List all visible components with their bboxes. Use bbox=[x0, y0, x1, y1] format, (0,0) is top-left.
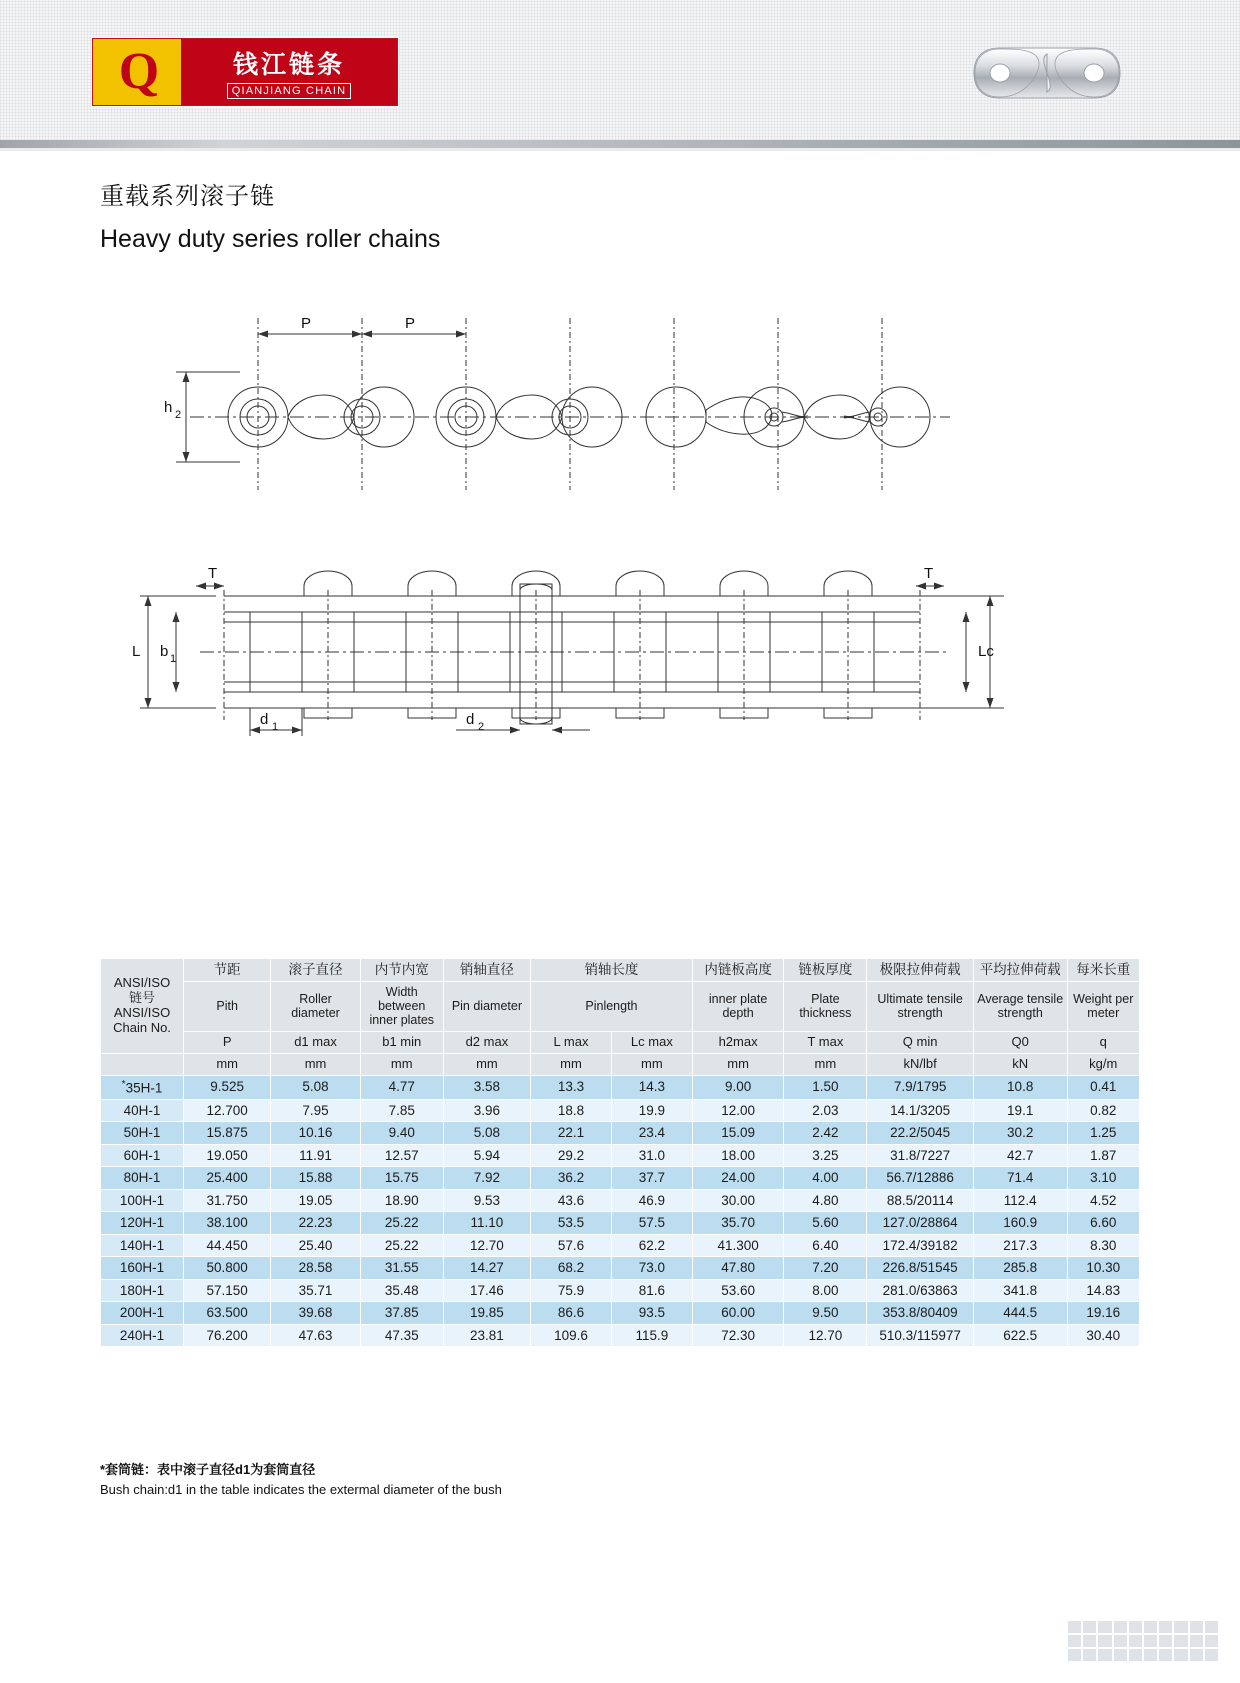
th-roller-cn: 滚子直径 bbox=[271, 959, 360, 982]
table-row bbox=[101, 1075, 1140, 1099]
cell-p: 57.150 bbox=[184, 1279, 271, 1302]
th-pitch-en: Pith bbox=[184, 981, 271, 1031]
table-row bbox=[101, 1302, 1140, 1325]
cell-w: 4.52 bbox=[1067, 1189, 1139, 1212]
cell-d1: 39.68 bbox=[271, 1302, 360, 1325]
cell-d1: 19.05 bbox=[271, 1189, 360, 1212]
table-row bbox=[101, 1144, 1140, 1167]
th-unit-weight: kg/m bbox=[1067, 1053, 1139, 1075]
cell-q: 127.0/28864 bbox=[867, 1212, 973, 1235]
label-d2-sub: 2 bbox=[478, 721, 485, 733]
cell-q0: 622.5 bbox=[973, 1324, 1067, 1347]
cell-w: 1.87 bbox=[1067, 1144, 1139, 1167]
cell-p: 25.400 bbox=[184, 1167, 271, 1190]
cell-h2: 72.30 bbox=[692, 1324, 784, 1347]
table-row bbox=[101, 1099, 1140, 1122]
label-T-left: T bbox=[208, 565, 218, 582]
cell-l: 18.8 bbox=[531, 1099, 612, 1122]
th-ultimate-cn: 极限拉伸荷载 bbox=[867, 959, 973, 982]
footnote-line-2: Bush chain:d1 in the table indicates the extermal diameter of the bush bbox=[100, 1481, 502, 1497]
th-roller-en: Roller diameter bbox=[271, 981, 360, 1031]
cell-d2: 12.70 bbox=[443, 1234, 530, 1257]
cell-q0: 19.1 bbox=[973, 1099, 1067, 1122]
cell-q: 14.1/3205 bbox=[867, 1099, 973, 1122]
cell-b1: 37.85 bbox=[360, 1302, 443, 1325]
cell-b1: 25.22 bbox=[360, 1212, 443, 1235]
table-row bbox=[101, 1189, 1140, 1212]
cell-w: 0.82 bbox=[1067, 1099, 1139, 1122]
logo-name-cn: 钱江链条 bbox=[232, 51, 345, 79]
cell-t: 4.00 bbox=[784, 1167, 867, 1190]
cell-lc: 46.9 bbox=[611, 1189, 692, 1212]
cell-lc: 73.0 bbox=[611, 1257, 692, 1280]
cell-d1: 11.91 bbox=[271, 1144, 360, 1167]
th-ultimate-en: Ultimate tensile strength bbox=[867, 981, 973, 1031]
label-pitch-1: P bbox=[300, 315, 312, 332]
cell-q0: 444.5 bbox=[973, 1302, 1067, 1325]
th-pin-len-cn: 销轴长度 bbox=[531, 959, 693, 982]
cell-d1: 10.16 bbox=[271, 1122, 360, 1145]
cell-d1: 15.88 bbox=[271, 1167, 360, 1190]
cell-t: 2.42 bbox=[784, 1122, 867, 1145]
cell-w: 6.60 bbox=[1067, 1212, 1139, 1235]
page-title-cn: 重载系列滚子链 bbox=[100, 183, 275, 210]
cell-h2: 12.00 bbox=[692, 1099, 784, 1122]
th-average-en: Average tensile strength bbox=[973, 981, 1067, 1031]
cell-h2: 41.300 bbox=[692, 1234, 784, 1257]
cell-q0: 217.3 bbox=[973, 1234, 1067, 1257]
cell-p: 19.050 bbox=[184, 1144, 271, 1167]
header-divider-light bbox=[0, 148, 1240, 151]
cell-chain-no: 50H-1 bbox=[101, 1122, 184, 1145]
cell-t: 9.50 bbox=[784, 1302, 867, 1325]
cell-l: 29.2 bbox=[531, 1144, 612, 1167]
cell-d2: 19.85 bbox=[443, 1302, 530, 1325]
th-unit-roller: mm bbox=[271, 1053, 360, 1075]
th-roller-sym: d1 max bbox=[271, 1031, 360, 1053]
cell-l: 109.6 bbox=[531, 1324, 612, 1347]
table-header-row-units bbox=[101, 1053, 1140, 1075]
cell-q0: 285.8 bbox=[973, 1257, 1067, 1280]
cell-lc: 93.5 bbox=[611, 1302, 692, 1325]
cell-t: 7.20 bbox=[784, 1257, 867, 1280]
cell-q0: 71.4 bbox=[973, 1167, 1067, 1190]
cell-chain-no: 240H-1 bbox=[101, 1324, 184, 1347]
cell-q: 281.0/63863 bbox=[867, 1279, 973, 1302]
label-d1-sub: 1 bbox=[272, 721, 279, 733]
cell-l: 57.6 bbox=[531, 1234, 612, 1257]
cell-h2: 15.09 bbox=[692, 1122, 784, 1145]
cell-h2: 9.00 bbox=[692, 1075, 784, 1099]
th-weight-en: Weight per meter bbox=[1067, 981, 1139, 1031]
chain-plan-view-drawing bbox=[120, 560, 1020, 760]
cell-q: 31.8/7227 bbox=[867, 1144, 973, 1167]
label-h2: h bbox=[164, 399, 173, 416]
cell-b1: 25.22 bbox=[360, 1234, 443, 1257]
th-pin-len-sym-l: L max bbox=[531, 1031, 612, 1053]
th-unit-pin-dia: mm bbox=[443, 1053, 530, 1075]
cell-d1: 25.40 bbox=[271, 1234, 360, 1257]
cell-h2: 47.80 bbox=[692, 1257, 784, 1280]
cell-h2: 18.00 bbox=[692, 1144, 784, 1167]
cell-b1: 18.90 bbox=[360, 1189, 443, 1212]
table-row bbox=[101, 1234, 1140, 1257]
cell-q0: 10.8 bbox=[973, 1075, 1067, 1099]
page-title bbox=[100, 176, 440, 254]
table-header-row-2 bbox=[101, 981, 1140, 1031]
cell-q: 510.3/115977 bbox=[867, 1324, 973, 1347]
table-footnote bbox=[100, 1460, 502, 1499]
cell-p: 31.750 bbox=[184, 1189, 271, 1212]
th-unit-ultimate: kN/lbf bbox=[867, 1053, 973, 1075]
th-chain-no bbox=[101, 959, 184, 1054]
cell-chain-no: 140H-1 bbox=[101, 1234, 184, 1257]
table-header-row-1 bbox=[101, 959, 1140, 982]
th-pin-dia-sym: d2 max bbox=[443, 1031, 530, 1053]
cell-chain-no: 100H-1 bbox=[101, 1189, 184, 1212]
cell-h2: 35.70 bbox=[692, 1212, 784, 1235]
cell-w: 30.40 bbox=[1067, 1324, 1139, 1347]
page-title-en: Heavy duty series roller chains bbox=[100, 225, 441, 253]
label-d2: d bbox=[466, 711, 475, 728]
cell-p: 12.700 bbox=[184, 1099, 271, 1122]
table-row bbox=[101, 1257, 1140, 1280]
cell-b1: 9.40 bbox=[360, 1122, 443, 1145]
header-divider bbox=[0, 140, 1240, 148]
th-pitch-sym: P bbox=[184, 1031, 271, 1053]
th-chain-no-l4: Chain No. bbox=[113, 1019, 171, 1035]
cell-d1: 22.23 bbox=[271, 1212, 360, 1235]
table-row bbox=[101, 1212, 1140, 1235]
cell-chain-no: 40H-1 bbox=[101, 1099, 184, 1122]
cell-chain-no: 160H-1 bbox=[101, 1257, 184, 1280]
label-pitch-2: P bbox=[404, 315, 416, 332]
cell-w: 8.30 bbox=[1067, 1234, 1139, 1257]
cell-d1: 28.58 bbox=[271, 1257, 360, 1280]
cell-d2: 5.08 bbox=[443, 1122, 530, 1145]
spec-table-body bbox=[101, 1075, 1140, 1347]
cell-q: 7.9/1795 bbox=[867, 1075, 973, 1099]
cell-d2: 17.46 bbox=[443, 1279, 530, 1302]
cell-b1: 31.55 bbox=[360, 1257, 443, 1280]
cell-chain-no: *35H-1 bbox=[101, 1075, 184, 1099]
cell-p: 15.875 bbox=[184, 1122, 271, 1145]
cell-h2: 30.00 bbox=[692, 1189, 784, 1212]
cell-p: 38.100 bbox=[184, 1212, 271, 1235]
cell-lc: 57.5 bbox=[611, 1212, 692, 1235]
th-pin-len-en: Pinlength bbox=[531, 981, 693, 1031]
cell-l: 43.6 bbox=[531, 1189, 612, 1212]
th-pin-dia-en: Pin diameter bbox=[443, 981, 530, 1031]
cell-w: 0.41 bbox=[1067, 1075, 1139, 1099]
cell-t: 2.03 bbox=[784, 1099, 867, 1122]
cell-t: 5.60 bbox=[784, 1212, 867, 1235]
cell-h2: 24.00 bbox=[692, 1167, 784, 1190]
cell-lc: 23.4 bbox=[611, 1122, 692, 1145]
logo-name-en: QIANJIANG CHAIN bbox=[227, 83, 352, 99]
cell-b1: 12.57 bbox=[360, 1144, 443, 1167]
cell-q0: 42.7 bbox=[973, 1144, 1067, 1167]
cell-d1: 47.63 bbox=[271, 1324, 360, 1347]
chain-side-view-drawing bbox=[150, 312, 970, 522]
page-header bbox=[0, 0, 1240, 140]
cell-p: 9.525 bbox=[184, 1075, 271, 1099]
th-plate-depth-sym: h2max bbox=[692, 1031, 784, 1053]
cell-lc: 115.9 bbox=[611, 1324, 692, 1347]
th-weight-sym: q bbox=[1067, 1031, 1139, 1053]
cell-q: 172.4/39182 bbox=[867, 1234, 973, 1257]
cell-d2: 7.92 bbox=[443, 1167, 530, 1190]
label-b1-sub: 1 bbox=[170, 653, 177, 665]
cell-lc: 62.2 bbox=[611, 1234, 692, 1257]
cell-l: 86.6 bbox=[531, 1302, 612, 1325]
cell-p: 76.200 bbox=[184, 1324, 271, 1347]
cell-chain-no: 60H-1 bbox=[101, 1144, 184, 1167]
cell-t: 4.80 bbox=[784, 1189, 867, 1212]
cell-t: 1.50 bbox=[784, 1075, 867, 1099]
cell-b1: 4.77 bbox=[360, 1075, 443, 1099]
logo-glyph: Q bbox=[118, 43, 156, 100]
label-b1: b bbox=[160, 643, 169, 660]
th-width-sym: b1 min bbox=[360, 1031, 443, 1053]
cell-q0: 112.4 bbox=[973, 1189, 1067, 1212]
th-average-sym: Q0 bbox=[973, 1031, 1067, 1053]
th-unit-plate-thk: mm bbox=[784, 1053, 867, 1075]
cell-d2: 3.96 bbox=[443, 1099, 530, 1122]
th-average-cn: 平均拉伸荷载 bbox=[973, 959, 1067, 982]
cell-lc: 14.3 bbox=[611, 1075, 692, 1099]
cell-d1: 35.71 bbox=[271, 1279, 360, 1302]
th-pin-dia-cn: 销轴直径 bbox=[443, 959, 530, 982]
cell-d2: 5.94 bbox=[443, 1144, 530, 1167]
cell-q: 88.5/20114 bbox=[867, 1189, 973, 1212]
th-unit-pin-len-l: mm bbox=[531, 1053, 612, 1075]
cell-l: 36.2 bbox=[531, 1167, 612, 1190]
logo-mark-icon bbox=[93, 39, 181, 105]
cell-lc: 81.6 bbox=[611, 1279, 692, 1302]
th-pitch-cn: 节距 bbox=[184, 959, 271, 982]
th-width-en: Width between inner plates bbox=[360, 981, 443, 1031]
th-unit-pitch: mm bbox=[184, 1053, 271, 1075]
label-T-right: T bbox=[924, 565, 934, 582]
th-unit-plate-depth: mm bbox=[692, 1053, 784, 1075]
cell-chain-no: 180H-1 bbox=[101, 1279, 184, 1302]
th-chain-no-l1: ANSI/ISO bbox=[113, 974, 171, 990]
cell-d1: 7.95 bbox=[271, 1099, 360, 1122]
cell-w: 19.16 bbox=[1067, 1302, 1139, 1325]
cell-d2: 23.81 bbox=[443, 1324, 530, 1347]
cell-w: 10.30 bbox=[1067, 1257, 1139, 1280]
th-unit-width: mm bbox=[360, 1053, 443, 1075]
cell-t: 6.40 bbox=[784, 1234, 867, 1257]
th-ultimate-sym: Q min bbox=[867, 1031, 973, 1053]
th-chain-no-l2: 链号 bbox=[129, 989, 156, 1005]
label-L: L bbox=[132, 643, 141, 660]
cell-t: 12.70 bbox=[784, 1324, 867, 1347]
cell-chain-no: 120H-1 bbox=[101, 1212, 184, 1235]
th-unit-average: kN bbox=[973, 1053, 1067, 1075]
spec-table bbox=[100, 958, 1140, 1347]
cell-chain-no: 80H-1 bbox=[101, 1167, 184, 1190]
cell-lc: 37.7 bbox=[611, 1167, 692, 1190]
footnote-line-1: *套筒链：表中滚子直径d1为套筒直径 bbox=[100, 1462, 316, 1477]
cell-w: 3.10 bbox=[1067, 1167, 1139, 1190]
cell-l: 13.3 bbox=[531, 1075, 612, 1099]
label-Lc: Lc bbox=[978, 643, 994, 660]
th-plate-depth-en: inner plate depth bbox=[692, 981, 784, 1031]
chain-link-icon bbox=[972, 44, 1122, 102]
cell-p: 50.800 bbox=[184, 1257, 271, 1280]
th-pin-len-sym-lc: Lc max bbox=[611, 1031, 692, 1053]
label-h2-sub: 2 bbox=[175, 409, 182, 421]
table-row bbox=[101, 1279, 1140, 1302]
logo-wordmark bbox=[181, 39, 397, 105]
cell-p: 44.450 bbox=[184, 1234, 271, 1257]
cell-d2: 11.10 bbox=[443, 1212, 530, 1235]
cell-l: 53.5 bbox=[531, 1212, 612, 1235]
cell-l: 75.9 bbox=[531, 1279, 612, 1302]
footer-decoration bbox=[1068, 1621, 1218, 1661]
cell-b1: 7.85 bbox=[360, 1099, 443, 1122]
th-chain-no-l3: ANSI/ISO bbox=[113, 1004, 171, 1020]
table-row bbox=[101, 1324, 1140, 1347]
cell-d1: 5.08 bbox=[271, 1075, 360, 1099]
th-plate-thk-cn: 链板厚度 bbox=[784, 959, 867, 982]
cell-d2: 14.27 bbox=[443, 1257, 530, 1280]
cell-p: 63.500 bbox=[184, 1302, 271, 1325]
cell-q: 56.7/12886 bbox=[867, 1167, 973, 1190]
cell-h2: 60.00 bbox=[692, 1302, 784, 1325]
th-plate-depth-cn: 内链板高度 bbox=[692, 959, 784, 982]
cell-t: 8.00 bbox=[784, 1279, 867, 1302]
cell-q0: 30.2 bbox=[973, 1122, 1067, 1145]
cell-l: 22.1 bbox=[531, 1122, 612, 1145]
th-unit-pin-len-lc: mm bbox=[611, 1053, 692, 1075]
company-logo bbox=[92, 38, 398, 106]
table-row bbox=[101, 1122, 1140, 1145]
cell-q: 353.8/80409 bbox=[867, 1302, 973, 1325]
label-d1: d bbox=[260, 711, 269, 728]
cell-d2: 9.53 bbox=[443, 1189, 530, 1212]
cell-lc: 19.9 bbox=[611, 1099, 692, 1122]
cell-t: 3.25 bbox=[784, 1144, 867, 1167]
cell-w: 14.83 bbox=[1067, 1279, 1139, 1302]
cell-b1: 15.75 bbox=[360, 1167, 443, 1190]
table-row bbox=[101, 1167, 1140, 1190]
cell-lc: 31.0 bbox=[611, 1144, 692, 1167]
footnote-star: * bbox=[121, 1078, 126, 1090]
cell-chain-no: 200H-1 bbox=[101, 1302, 184, 1325]
th-plate-thk-sym: T max bbox=[784, 1031, 867, 1053]
th-unit-chain-no bbox=[101, 1053, 184, 1075]
cell-q0: 341.8 bbox=[973, 1279, 1067, 1302]
th-width-cn: 内节内宽 bbox=[360, 959, 443, 982]
cell-q0: 160.9 bbox=[973, 1212, 1067, 1235]
th-plate-thk-en: Plate thickness bbox=[784, 981, 867, 1031]
cell-b1: 35.48 bbox=[360, 1279, 443, 1302]
cell-h2: 53.60 bbox=[692, 1279, 784, 1302]
cell-d2: 3.58 bbox=[443, 1075, 530, 1099]
cell-l: 68.2 bbox=[531, 1257, 612, 1280]
table-header-row-symbols bbox=[101, 1031, 1140, 1053]
cell-b1: 47.35 bbox=[360, 1324, 443, 1347]
th-weight-cn: 每米长重 bbox=[1067, 959, 1139, 982]
cell-w: 1.25 bbox=[1067, 1122, 1139, 1145]
cell-q: 22.2/5045 bbox=[867, 1122, 973, 1145]
spec-table-container bbox=[100, 958, 1140, 1347]
cell-q: 226.8/51545 bbox=[867, 1257, 973, 1280]
